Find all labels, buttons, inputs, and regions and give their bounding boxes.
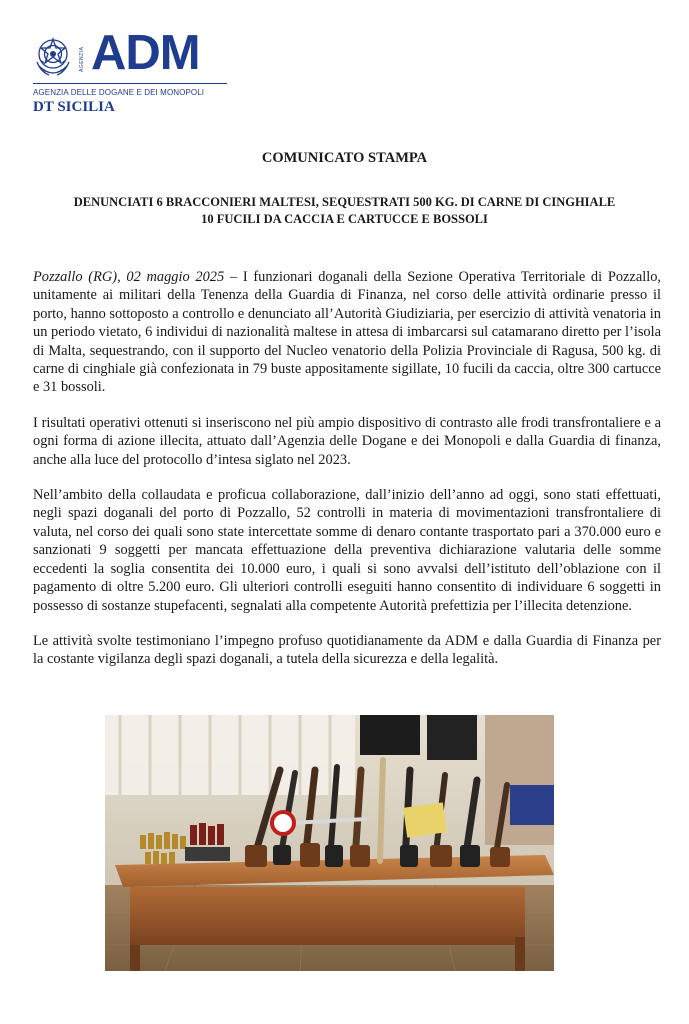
paragraph-1 bbox=[33, 268, 661, 397]
press-release-body bbox=[33, 268, 661, 686]
document-type-title: COMUNICATO STAMPA bbox=[261, 150, 428, 166]
headline bbox=[0, 194, 689, 228]
office-name: DT SICILIA bbox=[33, 99, 115, 115]
italian-republic-emblem-icon bbox=[33, 36, 73, 80]
dateline: Pozzallo (RG), 02 maggio 2025 – bbox=[33, 269, 238, 285]
adm-logo bbox=[33, 26, 233, 97]
logo-wordmark: ADM bbox=[91, 26, 200, 80]
paragraph-3: Nell’ambito della collaudata e proficua collaborazione, dall’inizio dell’anno ad oggi, sono stati effettuati, negli spazi doganali del porto di Pozzallo, 52 controlli in materia di movimentazioni transfrontaliere di valuta, nel corso dei quali sono state intercettate somme di denaro contante trasportato pari a 370.000 euro e sanzionati 9 soggetti per mancata effettuazione della preventiva dichiarazione valutaria delle somme eccedenti la soglia consentita dei 10.000 euro, i quali si sono avvalsi dell’istituto dell’oblazione con il pagamento di oltre 5.200 euro. Gli ulteriori controlli eseguiti hanno consentito di individuare 6 soggetti in possesso di sostanze stupefacenti, segnalati alla competente Autorità prefettizia per l’illecita detenzione. bbox=[33, 487, 661, 614]
paragraph-4: Le attività svolte testimoniano l’impegno profuso quotidianamente da ADM e dalla Guardia di Finanza per la costante vigilanza degli spazi doganali, a tutela della sicurezza e della legalità. bbox=[33, 632, 661, 668]
logo-vertical-text: AGENZIA bbox=[79, 46, 85, 72]
logo-divider bbox=[33, 83, 227, 84]
headline-line-1: DENUNCIATI 6 BRACCONIERI MALTESI, SEQUESTRATI 500 KG. DI CARNE DI CINGHIALE bbox=[73, 195, 616, 209]
paragraph-2: I risultati operativi ottenuti si inseriscono nel più ampio dispositivo di contrasto alle frodi transfrontaliere e a ogni forma di azione illecita, attuato dall’Agenzia delle Dogane e dei Monopoli e dalla Guardia di finanza, anche alla luce del protocollo d’intesa siglato nel 2023. bbox=[33, 414, 661, 468]
agency-name: AGENZIA DELLE DOGANE E DEI MONOPOLI bbox=[33, 88, 205, 97]
headline-line-2: 10 FUCILI DA CACCIA E CARTUCCE E BOSSOLI bbox=[201, 212, 488, 226]
seized-items-photo bbox=[105, 715, 554, 971]
paragraph-1-text: I funzionari doganali della Sezione Operativa Territoriale di Pozzallo, unitamente ai militari della Tenenza della Guardia di Finanza, nel corso delle attività ordinarie presso il porto, hanno sottoposto a controllo e denunciato all’Autorità Giudiziaria, per esercizio di attività venatoria in un periodo vietato, 6 individui di nazionalità maltese in attesa di imbarcarsi sul catamarano diretto per l’isola di Malta, sequestrando, con il supporto del Nucleo venatorio della Polizia Provinciale di Ragusa, 500 kg. di carne di cinghiale già confezionata in 79 buste appositamente sigillate, 10 fucili da caccia, oltre 300 cartucce e 31 bossoli. bbox=[33, 269, 661, 396]
